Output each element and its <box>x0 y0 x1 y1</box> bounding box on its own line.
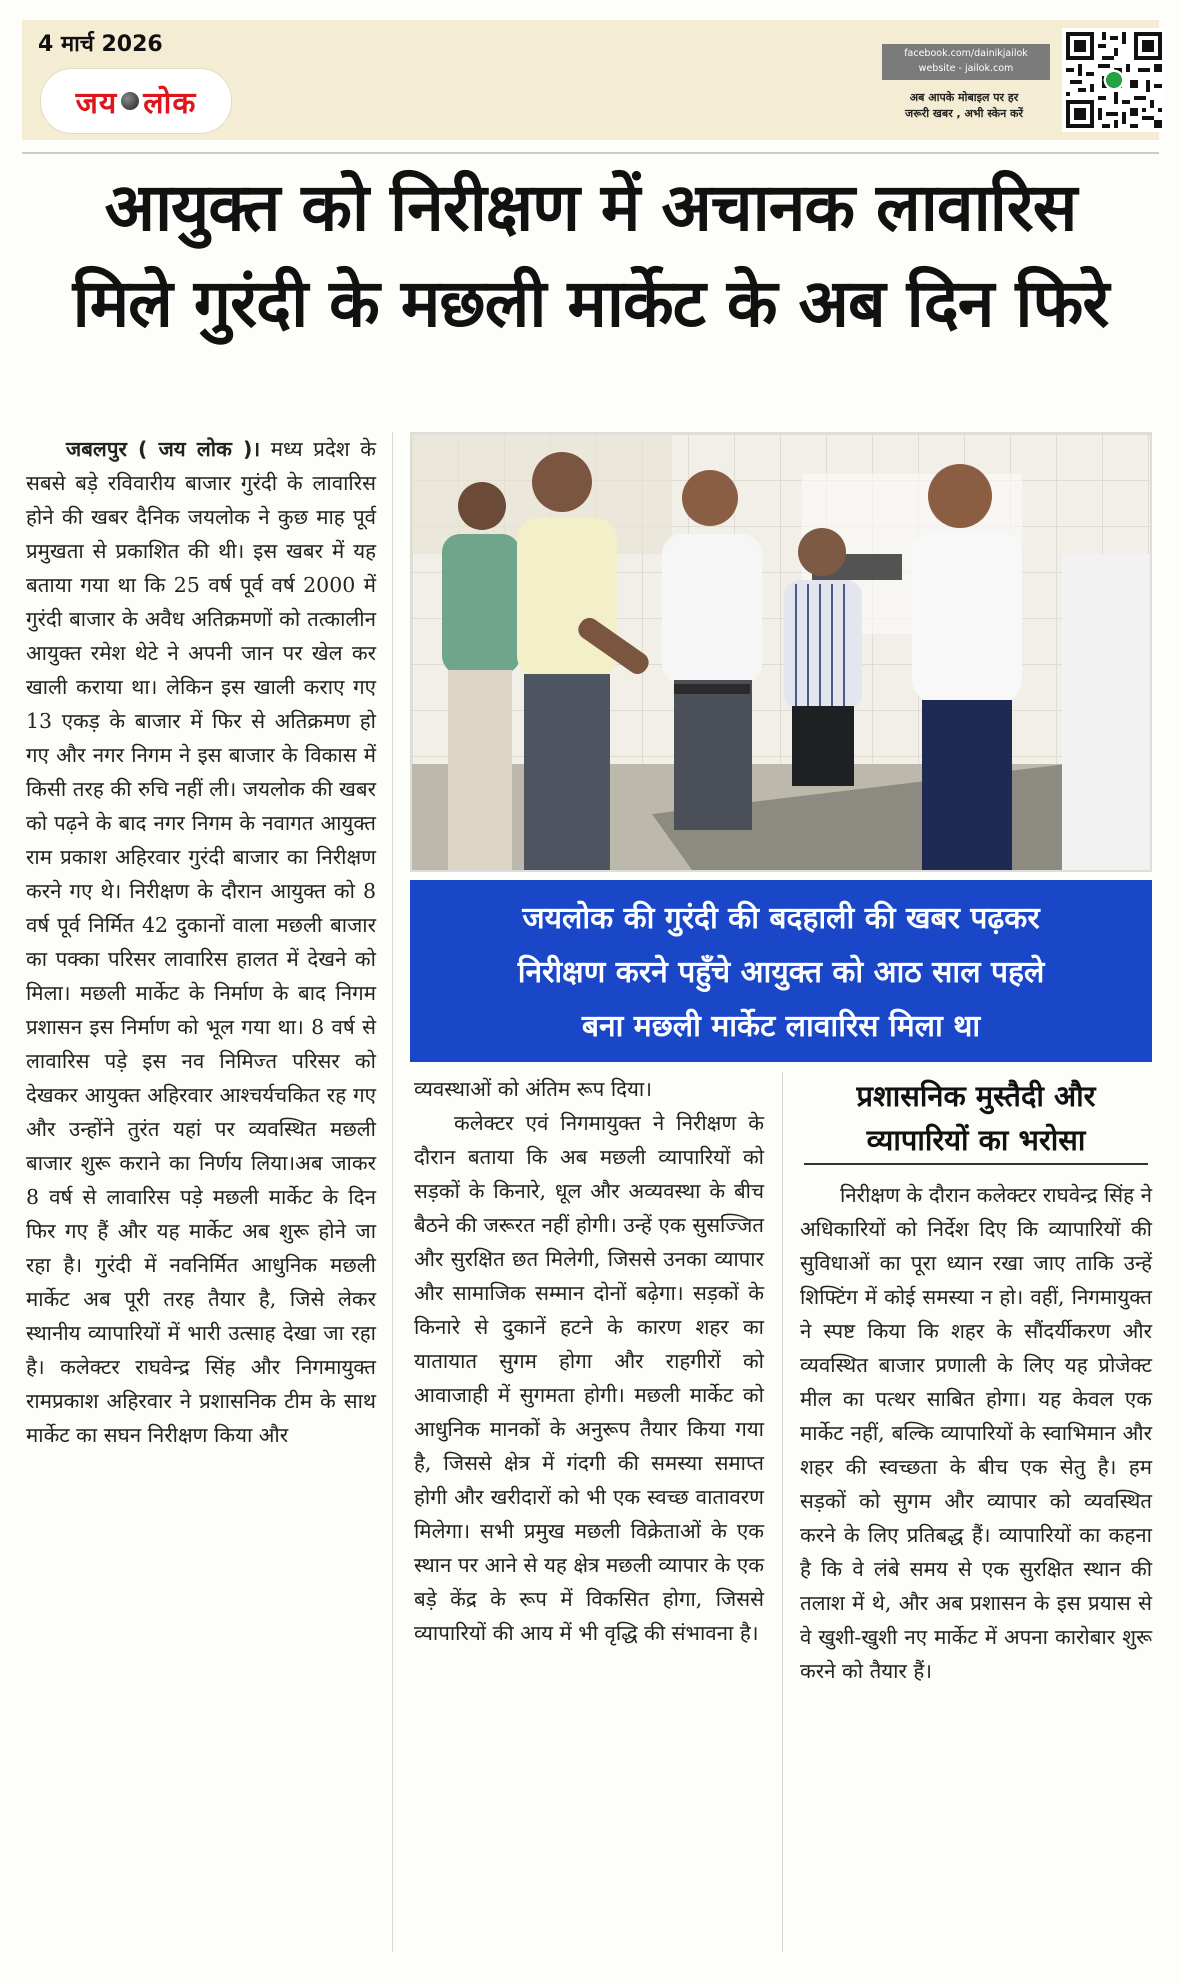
photo-caption <box>410 880 1152 1062</box>
article-lead-paragraph <box>26 432 376 1452</box>
headline-line-2: मिले गुरंदी के मछली मार्केट के अब दिन फिरे <box>72 265 1109 342</box>
article-column-3 <box>800 1178 1152 1688</box>
website-link[interactable]: website - jailok.com <box>918 63 1014 74</box>
inspection-photo <box>410 432 1152 872</box>
headline-line-1: आयुक्त को निरीक्षण में अचानक लावारिस <box>104 169 1077 246</box>
qr-code-icon[interactable] <box>1062 28 1166 132</box>
column-divider <box>392 432 393 1952</box>
scan-prompt-line-1: अब आपके मोबाइल पर हर <box>909 91 1019 104</box>
caption-line-3: बना मछली मार्केट लावारिस मिला था <box>581 1009 981 1044</box>
logo-text-lok: लोक <box>143 85 197 121</box>
article-column-1 <box>26 432 376 1452</box>
subheading <box>800 1074 1152 1162</box>
article-column-2 <box>414 1072 764 1650</box>
subheading-line-2: व्यापारियों का भरोसा <box>866 1123 1086 1157</box>
column-3-paragraph: निरीक्षण के दौरान कलेक्टर राघवेन्द्र सिंह ने अधिकारियों को निर्देश दिए कि व्यापारियों की सुविधाओं का पूरा ध्यान रखा जाए ताकि उन्हें शिफ्टिंग में कोई समस्या न हो। वहीं, निगमायुक्त ने स्पष्ट किया कि शहर के सौंदर्यीकरण और व्यवस्थित बाजार प्रणाली के लिए यह प्रोजेक्ट मील का पत्थर साबित होगा। यह केवल एक मार्केट नहीं, बल्कि व्यापारियों के स्वाभिमान और शहर की स्वच्छता के बीच एक सेतु है। हम सड़कों को सुगम और व्यापार को व्यवस्थित करने के लिए प्रतिबद्ध हैं। व्यापारियों का कहना है कि वे लंबे समय से एक सुरक्षित स्थान की तलाश में थे, और अब प्रशासन के इस प्रयास से वे खुशी-खुशी नए मार्केट में अपना कारोबार शुरू करने को तैयार हैं। <box>800 1183 1152 1683</box>
facebook-link[interactable]: facebook.com/dainikjailok <box>904 48 1028 59</box>
caption-line-2: निरीक्षण करने पहुँचे आयुक्त को आठ साल पहले <box>517 955 1045 990</box>
logo-text-jay: जय <box>75 85 118 121</box>
column-2-continued: व्यवस्थाओं को अंतिम रूप दिया। <box>414 1077 652 1101</box>
subheading-underline <box>804 1163 1148 1165</box>
globe-icon <box>121 92 139 110</box>
caption-line-1: जयलोक की गुरंदी की बदहाली की खबर पढ़कर <box>522 901 1040 936</box>
masthead <box>22 20 1159 140</box>
scan-prompt-line-2: जरूरी खबर , अभी स्केन करें <box>905 107 1023 120</box>
masthead-divider <box>22 152 1159 154</box>
issue-date: 4 मार्च 2026 <box>38 32 163 57</box>
column-divider <box>782 1072 783 1952</box>
subheading-line-1: प्रशासनिक मुस्तैदी और <box>856 1079 1096 1113</box>
headline <box>22 160 1159 352</box>
dateline: जबलपुर ( जय लोक )। <box>66 437 261 461</box>
column-1-text: मध्य प्रदेश के सबसे बड़े रविवारीय बाजार गुरंदी के लावारिस होने की खबर दैनिक जयलोक ने कुछ माह पूर्व प्रमुखता से प्रकाशित की थी। इस खबर में यह बताया गया था कि 25 वर्ष पूर्व वर्ष 2000 में गुरंदी बाजार के अवैध अतिक्रमणों को तत्कालीन आयुक्त रमेश थेटे ने अपनी जान पर खेल कर खाली कराया था। लेकिन इस खाली कराए गए 13 एकड़ के बाजार में फिर से अतिक्रमण हो गए और नगर निगम ने इस बाजार के विकास में किसी तरह की रुचि नहीं ली। जयलोक की खबर को पढ़ने के बाद नगर निगम के नवागत आयुक्त राम प्रकाश अहिरवार गुरंदी बाजार का निरीक्षण करने गए थे। निरीक्षण के दौरान आयुक्त को 8 वर्ष पूर्व निर्मित 42 दुकानों वाला मछली बाजार का पक्का परिसर लावारिस हालत में देखने को मिला। मछली मार्केट के निर्माण के बाद निगम प्रशासन इस निर्माण को भूल गया था। 8 वर्ष से लावारिस पड़े इस नव निमिज्त परिसर को देखकर आयुक्त अहिरवार आश्चर्यचकित रह गए और उन्होंने तुरंत यहां पर व्यवस्थित मछली बाजार शुरू कराने का निर्णय लिया।अब जाकर 8 वर्ष से लावारिस पड़े मछली मार्केट के दिन फिर गए हैं और यह मार्केट अब शुरू होने जा रहा है। गुरंदी में नवनिर्मित आधुनिक मछली मार्केट अब पूरी तरह तैयार है, जिसे लेकर स्थानीय व्यापारियों में भारी उत्साह देखा जा रहा है। कलेक्टर राघवेन्द्र सिंह और निगमायुक्त रामप्रकाश अहिरवार ने प्रशासनिक टीम के साथ मार्केट का सघन निरीक्षण किया और <box>26 437 377 1447</box>
social-links[interactable] <box>882 44 1050 80</box>
newspaper-logo[interactable] <box>40 68 232 134</box>
scan-prompt <box>874 90 1054 122</box>
column-2-paragraph: कलेक्टर एवं निगमायुक्त ने निरीक्षण के दौरान बताया कि अब मछली व्यापारियों को सड़कों के किनारे, धूल और अव्यवस्था के बीच बैठने की जरूरत नहीं होगी। उन्हें एक सुसज्जित और सुरक्षित छत मिलेगी, जिससे उनका व्यापार और सामाजिक सम्मान दोनों बढ़ेगा। सड़कों के किनारे से दुकानें हटने के कारण शहर का यातायात सुगम होगा और राहगीरों को आवाजाही में सुगमता होगी। मछली मार्केट को आधुनिक मानकों के अनुरूप तैयार किया गया है, जिससे क्षेत्र में गंदगी की समस्या समाप्त होगी और खरीदारों को भी एक स्वच्छ वातावरण मिलेगा। सभी प्रमुख मछली विक्रेताओं के एक स्थान पर आने से यह क्षेत्र मछली व्यापार के एक बड़े केंद्र के रूप में विकसित होगा, जिससे व्यापारियों की आय में भी वृद्धि की संभावना है। <box>414 1111 764 1645</box>
